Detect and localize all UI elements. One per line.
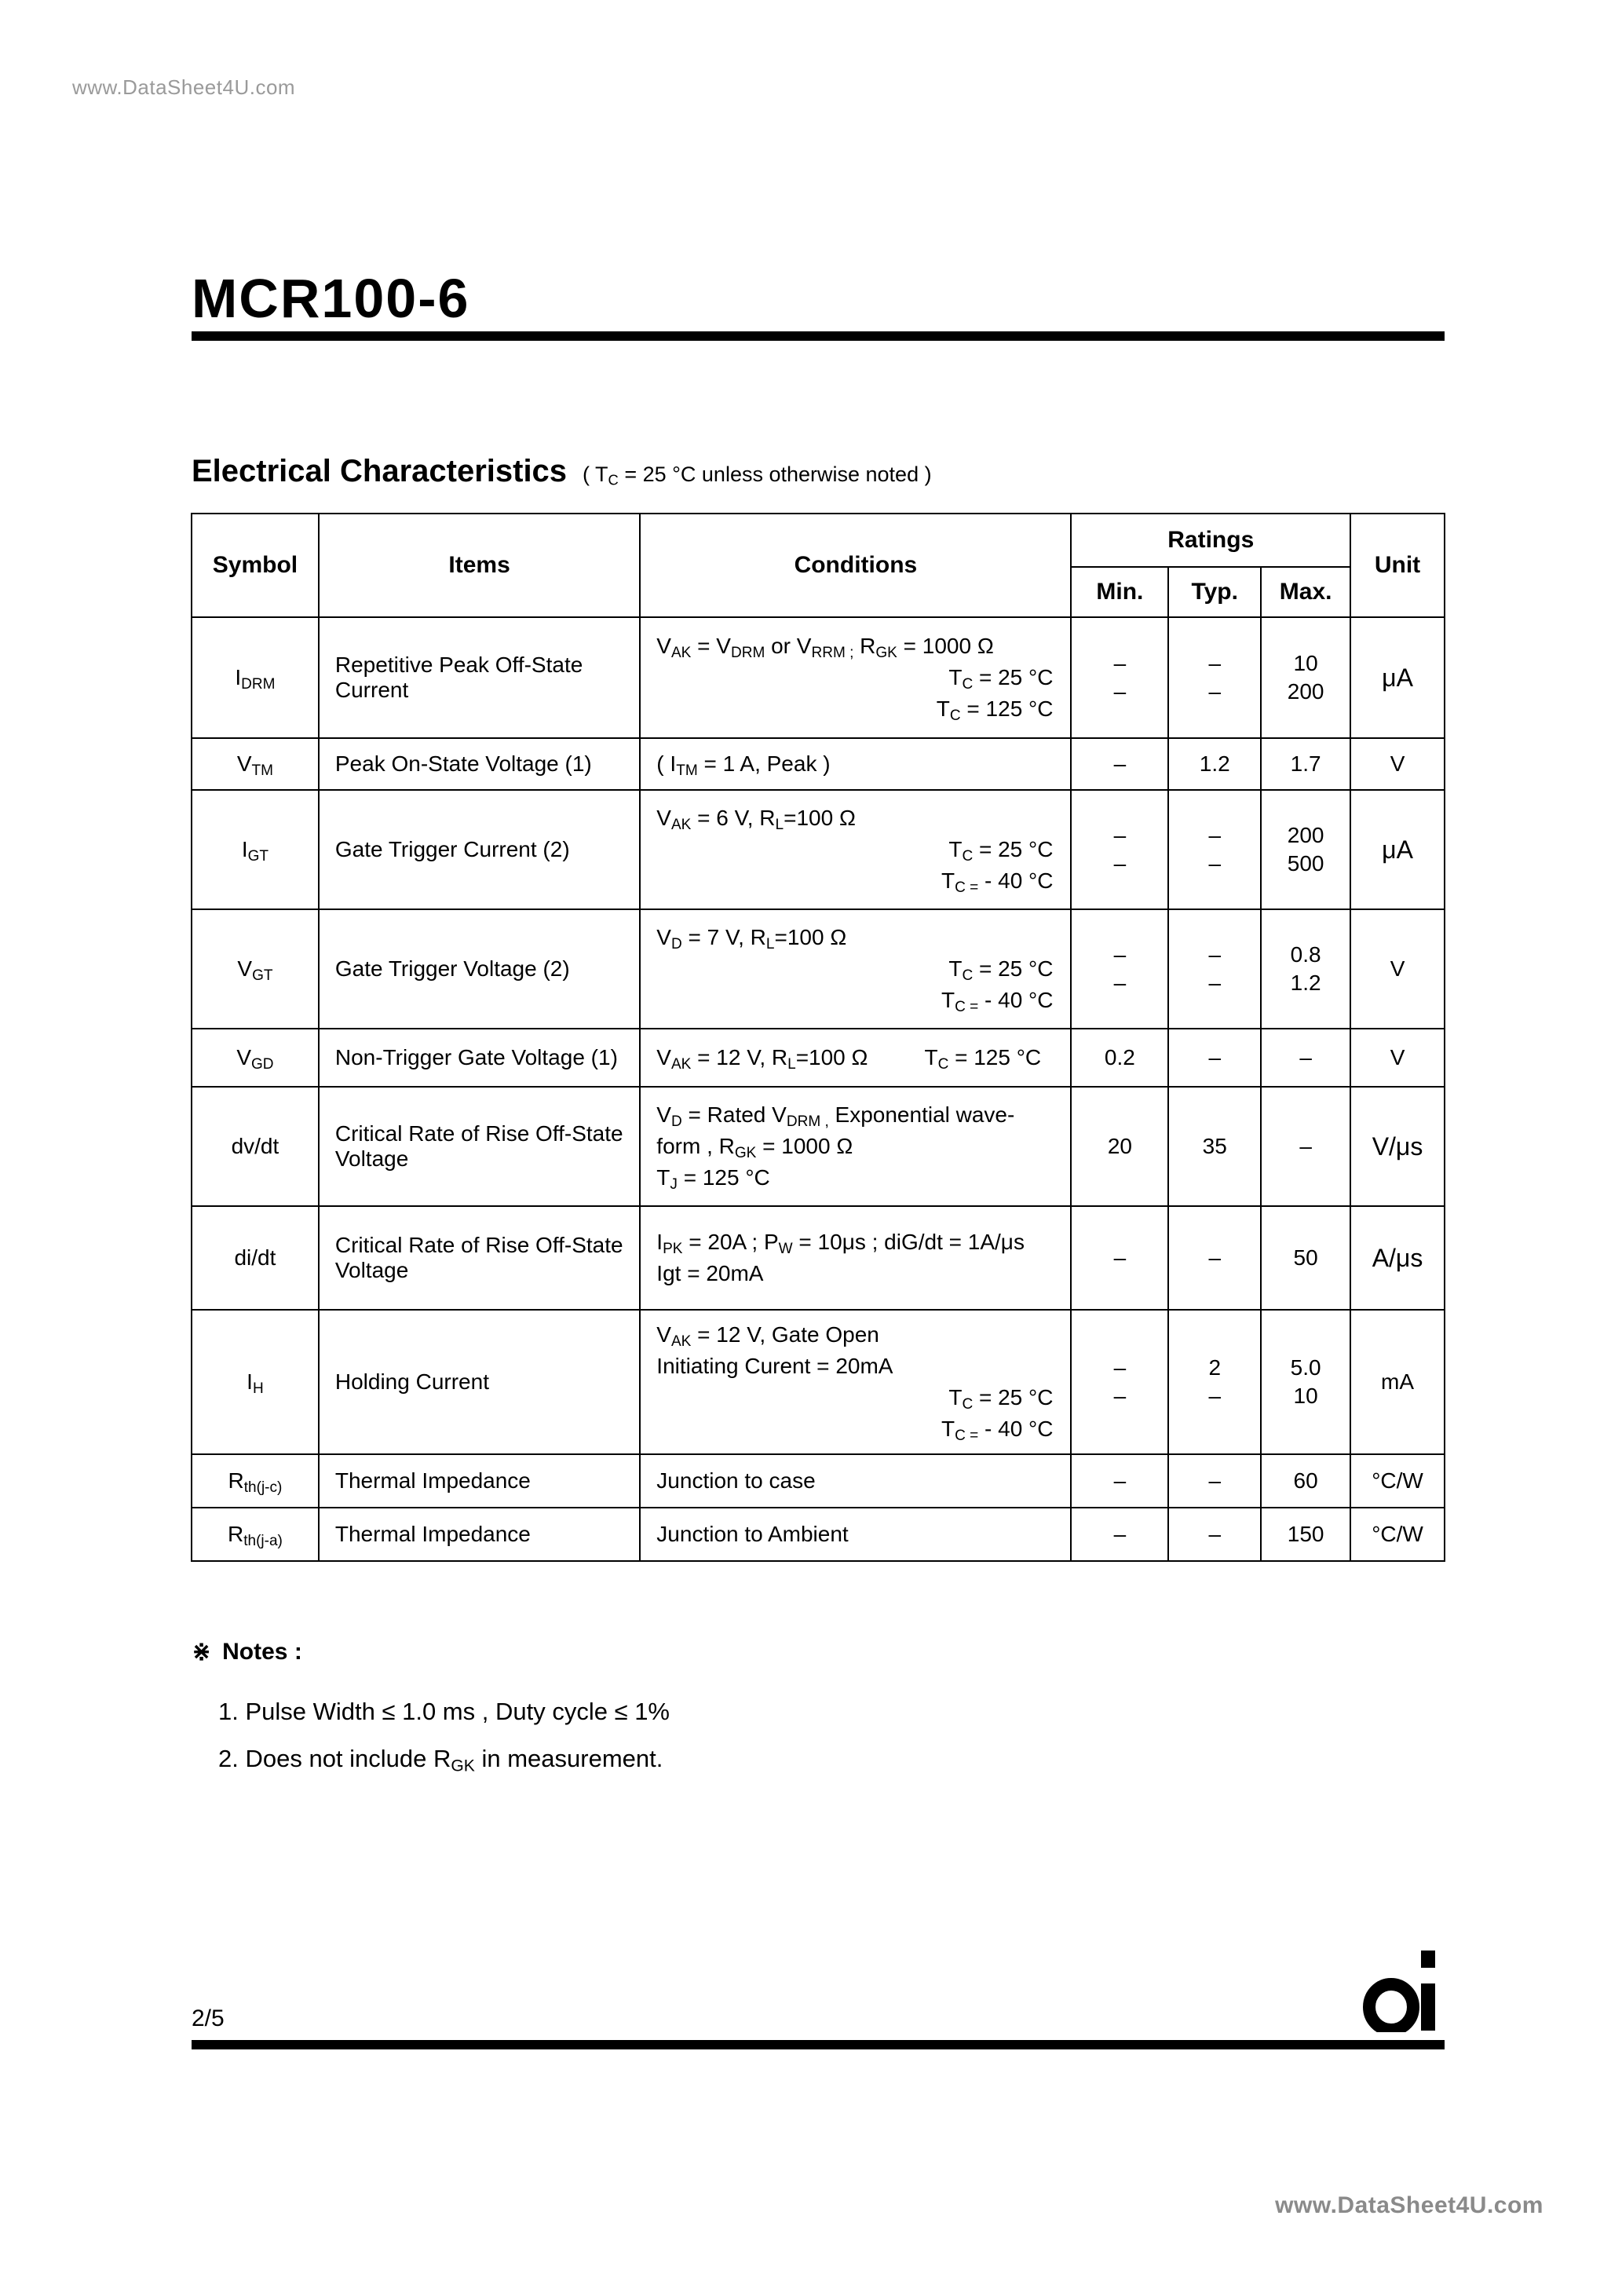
unit-cell: μA (1350, 617, 1445, 738)
typ-cell: 35 (1168, 1087, 1261, 1206)
min-cell: – – (1071, 617, 1168, 738)
watermark-top: www.DataSheet4U.com (72, 75, 296, 99)
unit-cell: V (1350, 909, 1445, 1029)
min-cell: – – (1071, 1310, 1168, 1454)
symbol-cell: $I_H$ (192, 1310, 319, 1454)
company-logo-icon (1363, 1947, 1441, 2032)
max-cell: 200 500 (1261, 790, 1350, 909)
note-item: 1. Pulse Width ≤ 1.0 ms , Duty cycle ≤ 1% (218, 1698, 670, 1725)
footer-rule (192, 2040, 1445, 2049)
header-typ: Typ. (1168, 567, 1261, 617)
header-items: Items (319, 514, 640, 617)
condition-cell: $V_{AK} = 6$ V, $R_L=100$ Ω $T_C = 25$ °C $T_{C =} - 40$ °C (640, 790, 1071, 909)
unit-cell: V/μs (1350, 1087, 1445, 1206)
header-min: Min. (1071, 567, 1168, 617)
note-item: 2. Does not include $R_{GK}$ in measurement. (218, 1745, 663, 1775)
item-cell: Gate Trigger Voltage (2) (319, 909, 640, 1029)
section-title: Electrical Characteristics (192, 454, 568, 488)
min-cell: 20 (1071, 1087, 1168, 1206)
table-row (192, 1310, 1445, 1454)
condition-cell: $V_D$ = Rated $V_{DRM ,}$ Exponential wave- form , $R_{GK} = 1000$ Ω $T_J = 125$ °C (640, 1087, 1071, 1206)
unit-cell: °C/W (1350, 1454, 1445, 1508)
symbol-cell: $I_{GT}$ (192, 790, 319, 909)
condition-cell: Junction to Ambient (640, 1508, 1071, 1561)
condition-cell: $V_{AK} = V_{DRM}$ or $V_{RRM ;}$ $R_{GK} = 1000$ Ω $T_C = 25$ °C $T_C = 125$ °C (640, 617, 1071, 738)
header-rule (192, 331, 1445, 341)
unit-cell: μA (1350, 790, 1445, 909)
table-row (192, 1087, 1445, 1206)
table-row (192, 909, 1445, 1029)
typ-cell: – (1168, 1029, 1261, 1087)
table-row (192, 738, 1445, 790)
unit-cell: V (1350, 1029, 1445, 1087)
max-cell: 150 (1261, 1508, 1350, 1561)
max-cell: 50 (1261, 1206, 1350, 1310)
max-cell: 1.7 (1261, 738, 1350, 790)
max-cell: – (1261, 1029, 1350, 1087)
condition-cell: $V_D = 7$ V, $R_L=100$ Ω $T_C = 25$ °C $T_{C =} - 40$ °C (640, 909, 1071, 1029)
table-row (192, 1029, 1445, 1087)
condition-cell: $V_{AK} = 12$ V, $R_L=100$ Ω $T_C = 125$ °C (640, 1029, 1071, 1087)
min-cell: – (1071, 1508, 1168, 1561)
typ-cell: – (1168, 1454, 1261, 1508)
page-title: MCR100-6 (192, 268, 470, 329)
condition-cell: $I_{PK} = 20A$ ; $P_W = 10\mu s$ ; diG/dt = 1A/μs Igt = 20mA (640, 1206, 1071, 1310)
item-cell: Peak On-State Voltage (1) (319, 738, 640, 790)
watermark-bottom: www.DataSheet4U.com (1275, 2192, 1543, 2218)
unit-cell: °C/W (1350, 1508, 1445, 1561)
typ-cell: 1.2 (1168, 738, 1261, 790)
min-cell: – (1071, 1206, 1168, 1310)
table-row (192, 790, 1445, 909)
item-cell: Holding Current (319, 1310, 640, 1454)
min-cell: – – (1071, 909, 1168, 1029)
max-cell: 60 (1261, 1454, 1350, 1508)
max-cell: – (1261, 1087, 1350, 1206)
item-cell: Repetitive Peak Off-State Current (319, 617, 640, 738)
typ-cell: – – (1168, 909, 1261, 1029)
table-row (192, 1508, 1445, 1561)
header-max: Max. (1261, 567, 1350, 617)
condition-cell: $V_{AK} = 12$ V, Gate Open Initiating Curent = 20mA $T_C = 25$ °C $T_{C =} - 40$ °C (640, 1310, 1071, 1454)
typ-cell: – (1168, 1206, 1261, 1310)
typ-cell: – – (1168, 617, 1261, 738)
min-cell: – (1071, 1454, 1168, 1508)
max-cell: 10 200 (1261, 617, 1350, 738)
header-conditions: Conditions (640, 514, 1071, 617)
typ-cell: – (1168, 1508, 1261, 1561)
section-note: ( $T_C = 25$ °C unless otherwise noted ) (583, 462, 932, 488)
symbol-cell: $V_{GT}$ (192, 909, 319, 1029)
table-row (192, 617, 1445, 738)
section-heading (192, 454, 932, 489)
notes-heading: ⋇ Notes : (192, 1639, 302, 1665)
symbol-cell: $R_{th(j-c)}$ (192, 1454, 319, 1508)
item-cell: Critical Rate of Rise Off-State Voltage (319, 1206, 640, 1310)
unit-cell: mA (1350, 1310, 1445, 1454)
header-ratings: Ratings (1071, 514, 1350, 567)
page-number: 2/5 (192, 2005, 225, 2031)
max-cell: 5.0 10 (1261, 1310, 1350, 1454)
symbol-cell: $R_{th(j-a)}$ (192, 1508, 319, 1561)
table-row (192, 1206, 1445, 1310)
unit-cell: A/μs (1350, 1206, 1445, 1310)
header-unit: Unit (1350, 514, 1445, 617)
symbol-cell: $V_{TM}$ (192, 738, 319, 790)
header-symbol: Symbol (192, 514, 319, 617)
max-cell: 0.8 1.2 (1261, 909, 1350, 1029)
typ-cell: 2 – (1168, 1310, 1261, 1454)
symbol-cell: $V_{GD}$ (192, 1029, 319, 1087)
unit-cell: V (1350, 738, 1445, 790)
condition-cell: ( $I_{TM} = 1$ A, Peak ) (640, 738, 1071, 790)
asterisk-icon: ⋇ (192, 1639, 212, 1665)
typ-cell: – – (1168, 790, 1261, 909)
symbol-cell: $I_{DRM}$ (192, 617, 319, 738)
min-cell: – – (1071, 790, 1168, 909)
min-cell: 0.2 (1071, 1029, 1168, 1087)
min-cell: – (1071, 738, 1168, 790)
table-header-row (192, 514, 1445, 567)
item-cell: Thermal Impedance (319, 1454, 640, 1508)
item-cell: Non-Trigger Gate Voltage (1) (319, 1029, 640, 1087)
condition-cell: Junction to case (640, 1454, 1071, 1508)
item-cell: Gate Trigger Current (2) (319, 790, 640, 909)
item-cell: Critical Rate of Rise Off-State Voltage (319, 1087, 640, 1206)
table-row (192, 1454, 1445, 1508)
electrical-characteristics-table (191, 513, 1445, 1562)
symbol-cell: di/dt (192, 1206, 319, 1310)
symbol-cell: dv/dt (192, 1087, 319, 1206)
item-cell: Thermal Impedance (319, 1508, 640, 1561)
